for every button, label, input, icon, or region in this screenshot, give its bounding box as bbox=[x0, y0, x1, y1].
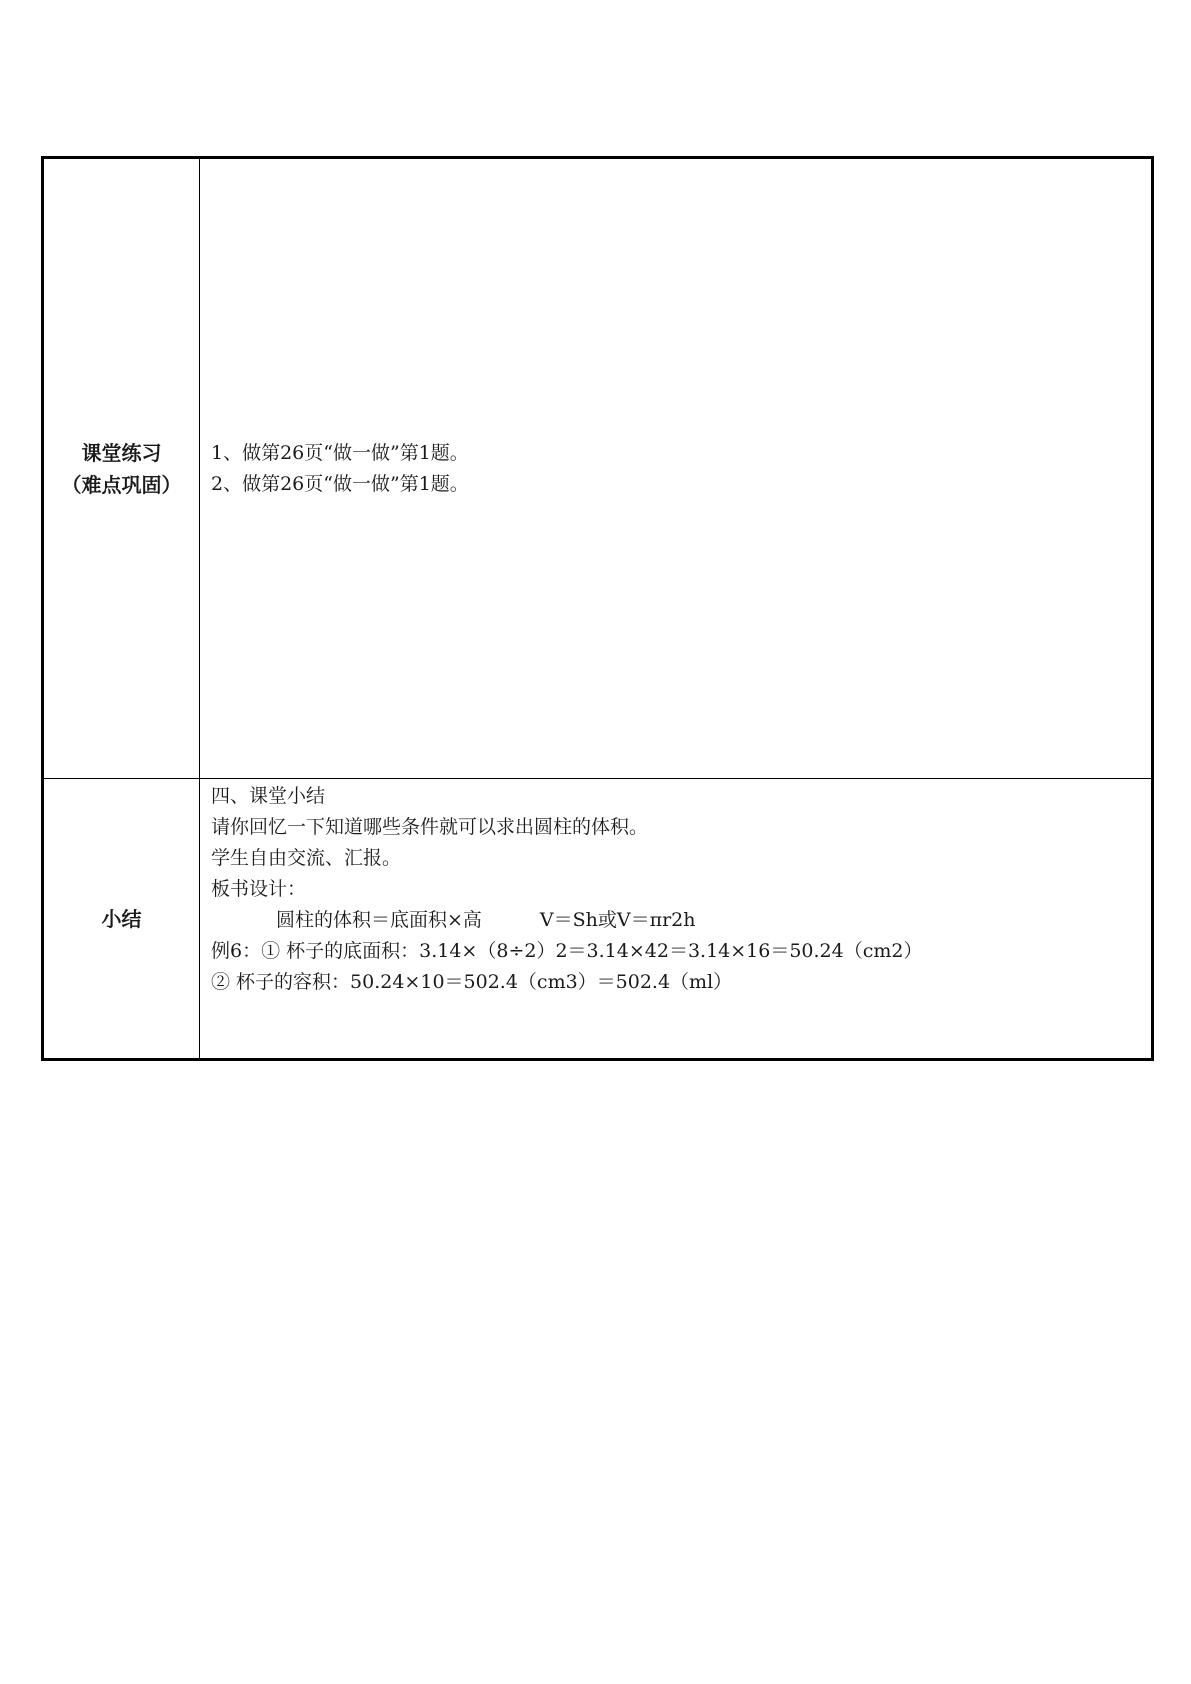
practice-item-2: 2、做第26页“做一做”第1题。 bbox=[211, 472, 469, 495]
summary-label-cell bbox=[43, 779, 200, 1060]
summary-prompt: 请你回忆一下知道哪些条件就可以求出圆柱的体积。 bbox=[211, 816, 649, 838]
summary-row bbox=[43, 779, 1153, 1060]
formula-words: 圆柱的体积＝底面积×高 bbox=[276, 909, 482, 931]
lesson-plan-table bbox=[41, 156, 1154, 1061]
formula-line bbox=[211, 905, 1151, 936]
practice-content-cell bbox=[200, 158, 1153, 779]
summary-label: 小结 bbox=[101, 906, 142, 931]
summary-activity: 学生自由交流、汇报。 bbox=[211, 847, 402, 869]
formula-symbols: V＝Sh或V＝πr2h bbox=[539, 909, 696, 931]
practice-label-cell bbox=[43, 158, 200, 779]
practice-row bbox=[43, 158, 1153, 779]
example-line-2: ② 杯子的容积：50.24×10＝502.4（cm3）＝502.4（ml） bbox=[211, 971, 733, 993]
practice-item-1: 1、做第26页“做一做”第1题。 bbox=[211, 441, 469, 464]
summary-content-cell bbox=[200, 779, 1153, 1060]
summary-heading: 四、课堂小结 bbox=[211, 785, 326, 807]
example-line-1: 例6：① 杯子的底面积：3.14×（8÷2）2＝3.14×42＝3.14×16＝50.24（cm2） bbox=[211, 940, 923, 962]
practice-label-title: 课堂练习 bbox=[81, 440, 162, 465]
board-design-title: 板书设计： bbox=[211, 878, 307, 900]
practice-label-subtitle: （难点巩固） bbox=[61, 472, 182, 497]
